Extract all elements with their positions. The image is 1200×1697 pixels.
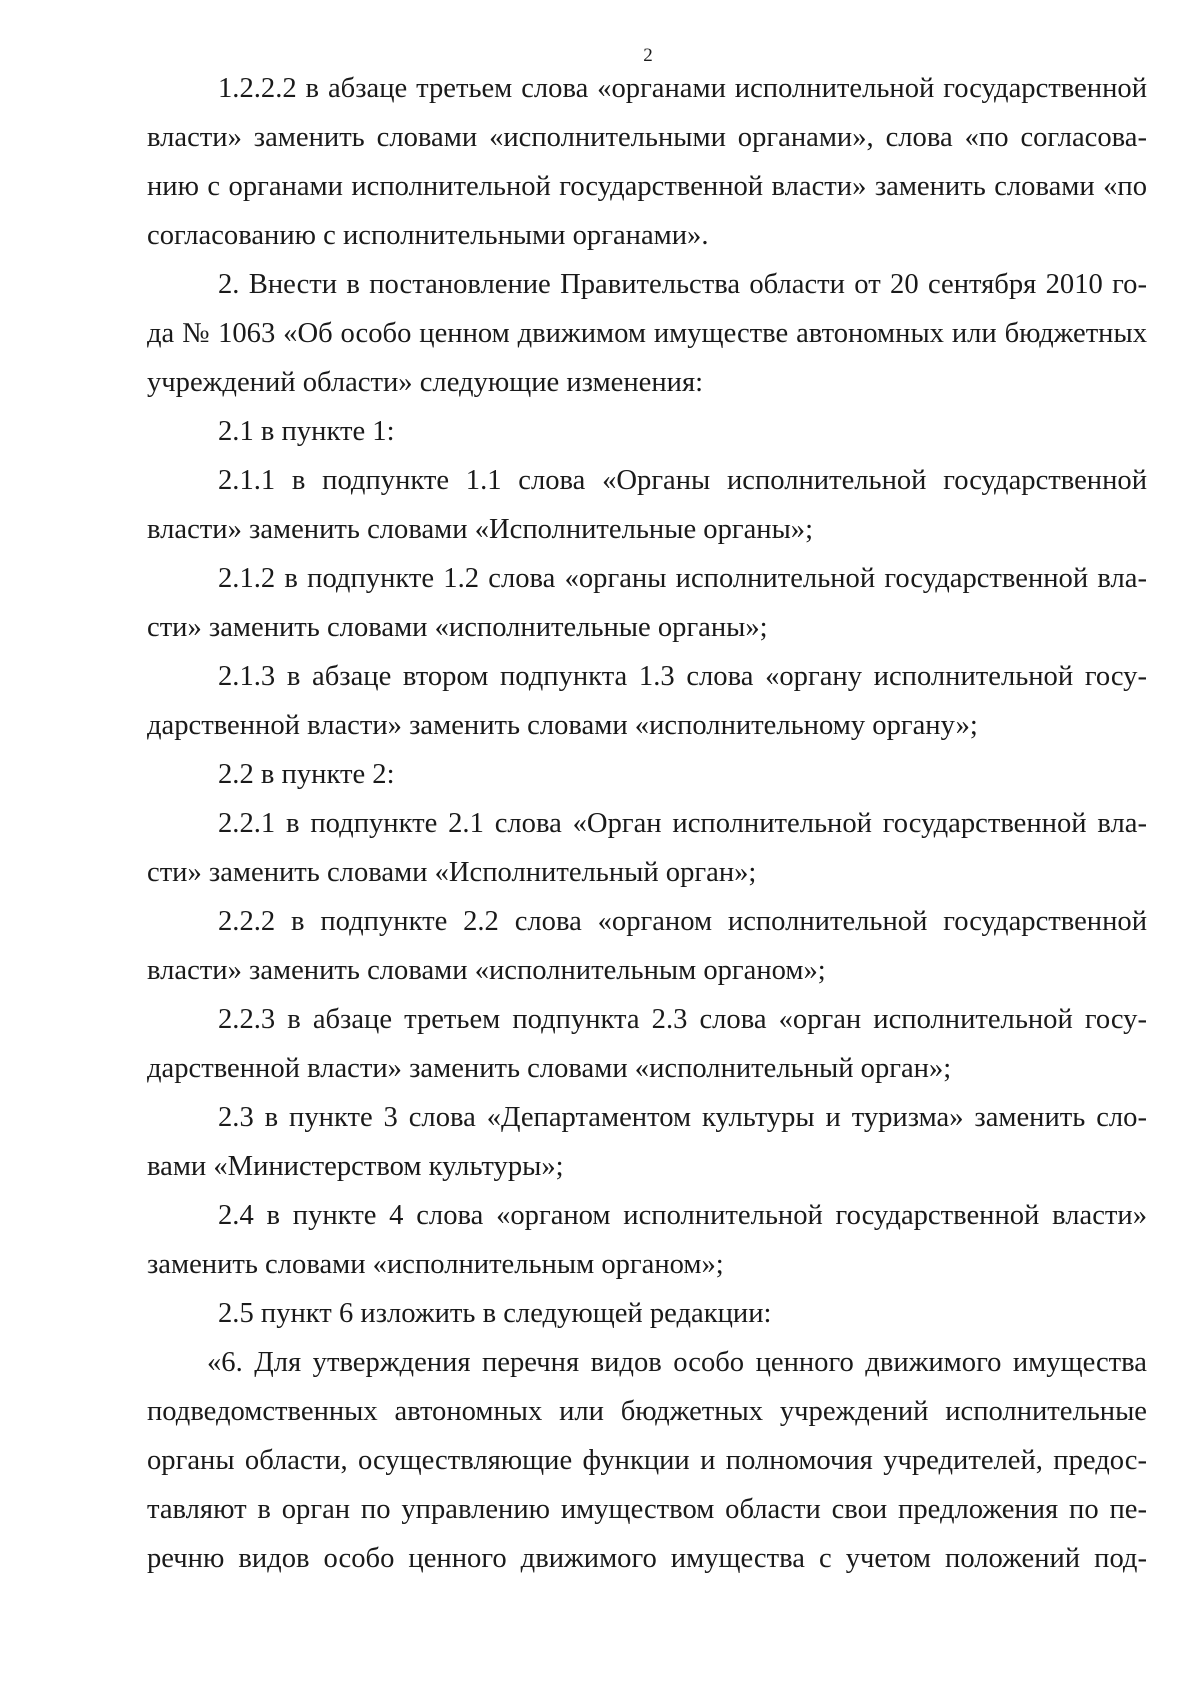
- text-line: власти» заменить словами «исполнительным органом»;: [147, 955, 826, 986]
- text-line: согласованию с исполнительными органами».: [147, 220, 709, 251]
- text-line: 2.1 в пункте 1:: [218, 416, 395, 447]
- text-line: 2.3 в пункте 3 слова «Департаментом культуры и туризма» заменить сло-: [218, 1102, 1147, 1133]
- text-line: тавляют в орган по управлению имуществом области свои предложения по пе-: [147, 1494, 1147, 1525]
- text-line: вами «Министерством культуры»;: [147, 1151, 564, 1182]
- text-line: власти» заменить словами «Исполнительные органы»;: [147, 514, 814, 545]
- text-line: да № 1063 «Об особо ценном движимом имуществе автономных или бюджетных: [147, 318, 1147, 349]
- text-line: нию с органами исполнительной государственной власти» заменить словами «по: [147, 171, 1147, 202]
- text-line: 2. Внести в постановление Правительства области от 20 сентября 2010 го-: [218, 269, 1147, 300]
- text-line: 2.4 в пункте 4 слова «органом исполнительной государственной власти»: [218, 1200, 1147, 1231]
- text-line: речню видов особо ценного движимого имущества с учетом положений под-: [147, 1543, 1147, 1574]
- text-line: заменить словами «исполнительным органом»;: [147, 1249, 724, 1280]
- text-line: 2.2.3 в абзаце третьем подпункта 2.3 слова «орган исполнительной госу-: [218, 1004, 1147, 1035]
- text-line: 2.1.1 в подпункте 1.1 слова «Органы исполнительной государственной: [218, 465, 1147, 496]
- text-line: 2.5 пункт 6 изложить в следующей редакции:: [218, 1298, 772, 1329]
- text-line: власти» заменить словами «исполнительными органами», слова «по согласова-: [147, 122, 1147, 153]
- text-line: 2.1.2 в подпункте 1.2 слова «органы исполнительной государственной вла-: [218, 563, 1147, 594]
- text-line: 2.2.2 в подпункте 2.2 слова «органом исполнительной государственной: [218, 906, 1147, 937]
- text-line: дарственной власти» заменить словами «исполнительному органу»;: [147, 710, 978, 741]
- page-number: 2: [643, 45, 653, 66]
- text-line: 2.1.3 в абзаце втором подпункта 1.3 слова «органу исполнительной госу-: [218, 661, 1147, 692]
- text-line: «6. Для утверждения перечня видов особо ценного движимого имущества: [207, 1347, 1147, 1378]
- text-line: 2.2 в пункте 2:: [218, 759, 395, 790]
- text-line: органы области, осуществляющие функции и полномочия учредителей, предос-: [147, 1445, 1147, 1476]
- text-line: сти» заменить словами «исполнительные органы»;: [147, 612, 768, 643]
- document-body: [147, 64, 1147, 1583]
- text-line: учреждений области» следующие изменения:: [147, 367, 704, 398]
- text-line: дарственной власти» заменить словами «исполнительный орган»;: [147, 1053, 952, 1084]
- text-line: 1.2.2.2 в абзаце третьем слова «органами исполнительной государственной: [218, 73, 1147, 104]
- text-line: 2.2.1 в подпункте 2.1 слова «Орган исполнительной государственной вла-: [218, 808, 1147, 839]
- text-line: подведомственных автономных или бюджетных учреждений исполнительные: [147, 1396, 1147, 1427]
- text-line: сти» заменить словами «Исполнительный орган»;: [147, 857, 757, 888]
